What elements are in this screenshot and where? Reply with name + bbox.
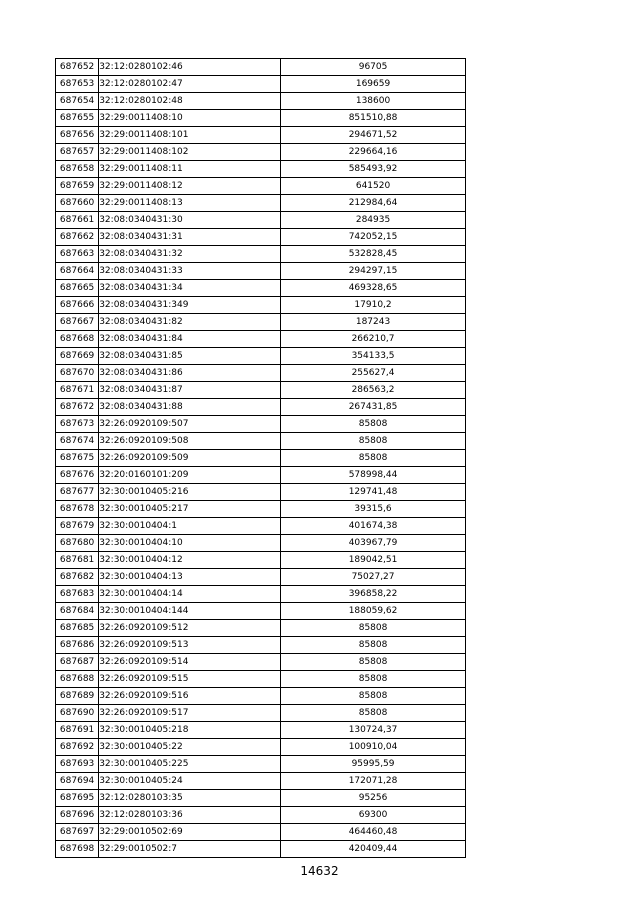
cadastral-number-cell: 32:08:0340431:87 (99, 382, 281, 399)
cadastral-number-cell: 32:26:0920109:509 (99, 450, 281, 467)
table-row (56, 535, 466, 552)
cadastral-value-cell: 396858,22 (281, 586, 466, 603)
cadastral-value-table (55, 58, 466, 858)
row-id-cell: 687674 (56, 433, 99, 450)
cadastral-number-cell: 32:08:0340431:86 (99, 365, 281, 382)
cadastral-number-cell: 32:26:0920109:514 (99, 654, 281, 671)
cadastral-value-cell: 129741,48 (281, 484, 466, 501)
table-row (56, 688, 466, 705)
cadastral-number-cell: 32:12:0280103:36 (99, 807, 281, 824)
cadastral-number-cell: 32:12:0280102:47 (99, 76, 281, 93)
table-row (56, 586, 466, 603)
cadastral-value-cell: 69300 (281, 807, 466, 824)
row-id-cell: 687663 (56, 246, 99, 263)
table-row (56, 654, 466, 671)
cadastral-value-cell: 85808 (281, 705, 466, 722)
cadastral-number-cell: 32:29:0011408:13 (99, 195, 281, 212)
cadastral-value-cell: 851510,88 (281, 110, 466, 127)
cadastral-value-cell: 100910,04 (281, 739, 466, 756)
table-row (56, 450, 466, 467)
cadastral-value-cell: 286563,2 (281, 382, 466, 399)
table-row (56, 110, 466, 127)
row-id-cell: 687683 (56, 586, 99, 603)
cadastral-value-cell: 85808 (281, 688, 466, 705)
cadastral-number-cell: 32:26:0920109:516 (99, 688, 281, 705)
cadastral-value-cell: 96705 (281, 59, 466, 76)
table-row (56, 399, 466, 416)
row-id-cell: 687668 (56, 331, 99, 348)
row-id-cell: 687677 (56, 484, 99, 501)
cadastral-number-cell: 32:29:0011408:102 (99, 144, 281, 161)
table-row (56, 773, 466, 790)
cadastral-number-cell: 32:08:0340431:84 (99, 331, 281, 348)
row-id-cell: 687694 (56, 773, 99, 790)
row-id-cell: 687662 (56, 229, 99, 246)
cadastral-value-cell: 229664,16 (281, 144, 466, 161)
cadastral-value-cell: 267431,85 (281, 399, 466, 416)
table-row (56, 161, 466, 178)
page-number: 14632 (300, 864, 339, 878)
table-row (56, 280, 466, 297)
table-row (56, 416, 466, 433)
cadastral-number-cell: 32:12:0280103:35 (99, 790, 281, 807)
table-row (56, 603, 466, 620)
cadastral-value-cell: 212984,64 (281, 195, 466, 212)
table-row (56, 229, 466, 246)
cadastral-number-cell: 32:26:0920109:517 (99, 705, 281, 722)
cadastral-number-cell: 32:29:0011408:10 (99, 110, 281, 127)
table-row (56, 671, 466, 688)
table-row (56, 569, 466, 586)
table-row (56, 739, 466, 756)
cadastral-number-cell: 32:20:0160101:209 (99, 467, 281, 484)
table-row (56, 127, 466, 144)
cadastral-number-cell: 32:30:0010405:22 (99, 739, 281, 756)
cadastral-value-table-container (55, 58, 466, 858)
table-row (56, 518, 466, 535)
cadastral-value-cell: 266210,7 (281, 331, 466, 348)
table-row (56, 790, 466, 807)
row-id-cell: 687659 (56, 178, 99, 195)
row-id-cell: 687671 (56, 382, 99, 399)
table-body (56, 59, 466, 858)
row-id-cell: 687680 (56, 535, 99, 552)
cadastral-value-cell: 85808 (281, 671, 466, 688)
cadastral-value-cell: 130724,37 (281, 722, 466, 739)
table-row (56, 93, 466, 110)
row-id-cell: 687679 (56, 518, 99, 535)
row-id-cell: 687669 (56, 348, 99, 365)
cadastral-value-cell: 420409,44 (281, 841, 466, 858)
cadastral-value-cell: 85808 (281, 654, 466, 671)
cadastral-number-cell: 32:08:0340431:33 (99, 263, 281, 280)
cadastral-value-cell: 138600 (281, 93, 466, 110)
cadastral-number-cell: 32:30:0010404:13 (99, 569, 281, 586)
row-id-cell: 687665 (56, 280, 99, 297)
cadastral-number-cell: 32:08:0340431:85 (99, 348, 281, 365)
table-row (56, 212, 466, 229)
cadastral-number-cell: 32:30:0010404:10 (99, 535, 281, 552)
table-row (56, 756, 466, 773)
cadastral-value-cell: 354133,5 (281, 348, 466, 365)
cadastral-number-cell: 32:26:0920109:513 (99, 637, 281, 654)
cadastral-value-cell: 85808 (281, 433, 466, 450)
cadastral-value-cell: 169659 (281, 76, 466, 93)
cadastral-number-cell: 32:30:0010404:144 (99, 603, 281, 620)
cadastral-value-cell: 188059,62 (281, 603, 466, 620)
cadastral-number-cell: 32:26:0920109:515 (99, 671, 281, 688)
table-row (56, 246, 466, 263)
row-id-cell: 687696 (56, 807, 99, 824)
cadastral-number-cell: 32:08:0340431:34 (99, 280, 281, 297)
row-id-cell: 687672 (56, 399, 99, 416)
row-id-cell: 687655 (56, 110, 99, 127)
table-row (56, 263, 466, 280)
row-id-cell: 687656 (56, 127, 99, 144)
row-id-cell: 687654 (56, 93, 99, 110)
cadastral-value-cell: 85808 (281, 637, 466, 654)
cadastral-value-cell: 39315,6 (281, 501, 466, 518)
row-id-cell: 687678 (56, 501, 99, 518)
table-row (56, 807, 466, 824)
cadastral-number-cell: 32:30:0010405:24 (99, 773, 281, 790)
row-id-cell: 687692 (56, 739, 99, 756)
table-row (56, 76, 466, 93)
row-id-cell: 687670 (56, 365, 99, 382)
row-id-cell: 687681 (56, 552, 99, 569)
table-row (56, 365, 466, 382)
cadastral-value-cell: 187243 (281, 314, 466, 331)
row-id-cell: 687693 (56, 756, 99, 773)
table-row (56, 178, 466, 195)
cadastral-number-cell: 32:12:0280102:48 (99, 93, 281, 110)
cadastral-number-cell: 32:30:0010404:1 (99, 518, 281, 535)
table-row (56, 382, 466, 399)
row-id-cell: 687689 (56, 688, 99, 705)
row-id-cell: 687698 (56, 841, 99, 858)
cadastral-value-cell: 403967,79 (281, 535, 466, 552)
table-row (56, 59, 466, 76)
table-row (56, 484, 466, 501)
cadastral-number-cell: 32:26:0920109:512 (99, 620, 281, 637)
cadastral-number-cell: 32:08:0340431:32 (99, 246, 281, 263)
row-id-cell: 687695 (56, 790, 99, 807)
table-row (56, 433, 466, 450)
row-id-cell: 687661 (56, 212, 99, 229)
table-row (56, 195, 466, 212)
row-id-cell: 687664 (56, 263, 99, 280)
row-id-cell: 687685 (56, 620, 99, 637)
cadastral-value-cell: 401674,38 (281, 518, 466, 535)
row-id-cell: 687657 (56, 144, 99, 161)
table-row (56, 348, 466, 365)
cadastral-value-cell: 255627,4 (281, 365, 466, 382)
cadastral-value-cell: 469328,65 (281, 280, 466, 297)
row-id-cell: 687684 (56, 603, 99, 620)
row-id-cell: 687652 (56, 59, 99, 76)
row-id-cell: 687697 (56, 824, 99, 841)
row-id-cell: 687687 (56, 654, 99, 671)
cadastral-value-cell: 464460,48 (281, 824, 466, 841)
cadastral-number-cell: 32:29:0010502:69 (99, 824, 281, 841)
cadastral-number-cell: 32:30:0010405:217 (99, 501, 281, 518)
row-id-cell: 687691 (56, 722, 99, 739)
cadastral-value-cell: 294297,15 (281, 263, 466, 280)
table-row (56, 722, 466, 739)
table-row (56, 705, 466, 722)
cadastral-value-cell: 189042,51 (281, 552, 466, 569)
table-row (56, 841, 466, 858)
cadastral-value-cell: 85808 (281, 450, 466, 467)
cadastral-value-cell: 95256 (281, 790, 466, 807)
cadastral-number-cell: 32:08:0340431:88 (99, 399, 281, 416)
table-row (56, 824, 466, 841)
cadastral-number-cell: 32:12:0280102:46 (99, 59, 281, 76)
cadastral-value-cell: 294671,52 (281, 127, 466, 144)
cadastral-number-cell: 32:29:0011408:12 (99, 178, 281, 195)
cadastral-number-cell: 32:08:0340431:349 (99, 297, 281, 314)
row-id-cell: 687653 (56, 76, 99, 93)
row-id-cell: 687667 (56, 314, 99, 331)
table-row (56, 620, 466, 637)
cadastral-value-cell: 172071,28 (281, 773, 466, 790)
cadastral-value-cell: 532828,45 (281, 246, 466, 263)
cadastral-value-cell: 75027,27 (281, 569, 466, 586)
row-id-cell: 687686 (56, 637, 99, 654)
cadastral-number-cell: 32:29:0010502:7 (99, 841, 281, 858)
cadastral-number-cell: 32:30:0010404:12 (99, 552, 281, 569)
cadastral-value-cell: 85808 (281, 620, 466, 637)
table-row (56, 297, 466, 314)
row-id-cell: 687682 (56, 569, 99, 586)
cadastral-number-cell: 32:26:0920109:507 (99, 416, 281, 433)
row-id-cell: 687660 (56, 195, 99, 212)
cadastral-value-cell: 284935 (281, 212, 466, 229)
cadastral-number-cell: 32:30:0010404:14 (99, 586, 281, 603)
cadastral-number-cell: 32:08:0340431:30 (99, 212, 281, 229)
table-row (56, 501, 466, 518)
cadastral-number-cell: 32:08:0340431:31 (99, 229, 281, 246)
cadastral-value-cell: 742052,15 (281, 229, 466, 246)
table-row (56, 144, 466, 161)
table-row (56, 637, 466, 654)
table-row (56, 314, 466, 331)
row-id-cell: 687675 (56, 450, 99, 467)
row-id-cell: 687688 (56, 671, 99, 688)
row-id-cell: 687676 (56, 467, 99, 484)
cadastral-value-cell: 585493,92 (281, 161, 466, 178)
cadastral-value-cell: 85808 (281, 416, 466, 433)
row-id-cell: 687673 (56, 416, 99, 433)
cadastral-number-cell: 32:30:0010405:216 (99, 484, 281, 501)
cadastral-number-cell: 32:29:0011408:101 (99, 127, 281, 144)
row-id-cell: 687666 (56, 297, 99, 314)
cadastral-value-cell: 641520 (281, 178, 466, 195)
table-row (56, 467, 466, 484)
cadastral-number-cell: 32:26:0920109:508 (99, 433, 281, 450)
cadastral-value-cell: 95995,59 (281, 756, 466, 773)
table-row (56, 331, 466, 348)
row-id-cell: 687690 (56, 705, 99, 722)
cadastral-number-cell: 32:29:0011408:11 (99, 161, 281, 178)
cadastral-value-cell: 578998,44 (281, 467, 466, 484)
cadastral-number-cell: 32:08:0340431:82 (99, 314, 281, 331)
cadastral-number-cell: 32:30:0010405:218 (99, 722, 281, 739)
cadastral-value-cell: 17910,2 (281, 297, 466, 314)
row-id-cell: 687658 (56, 161, 99, 178)
table-row (56, 552, 466, 569)
cadastral-number-cell: 32:30:0010405:225 (99, 756, 281, 773)
